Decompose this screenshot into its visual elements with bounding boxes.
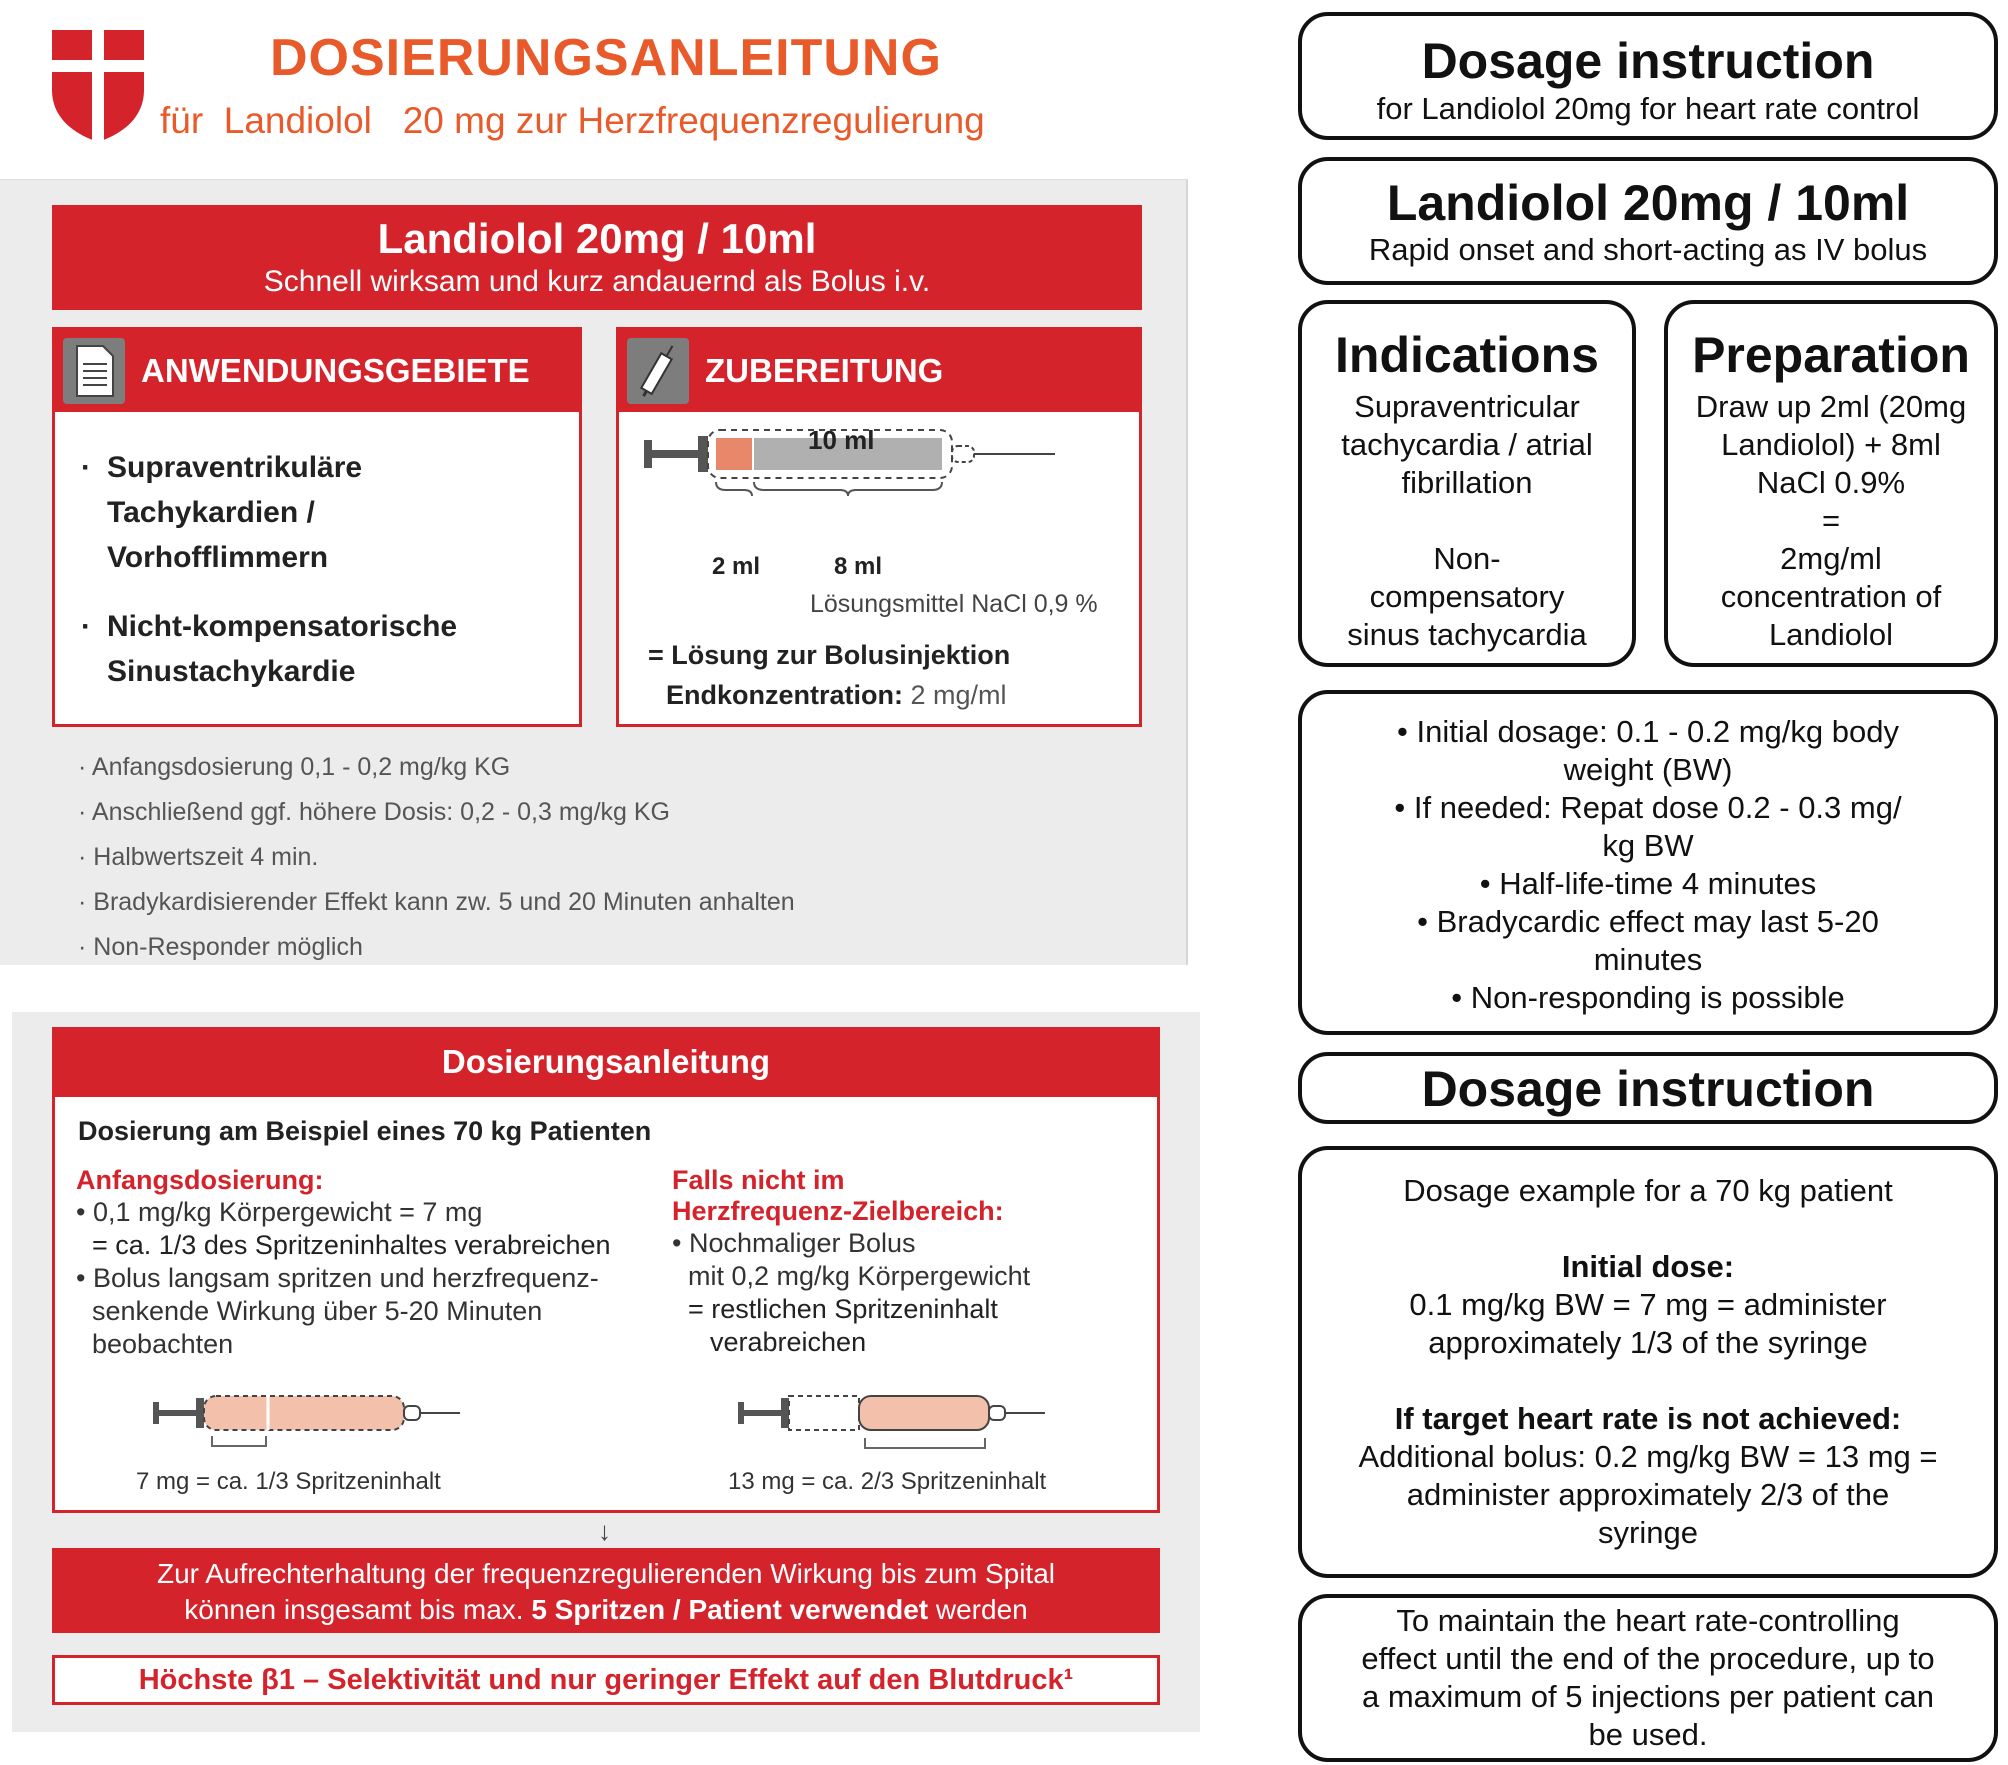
en-indications-title: Indications <box>1335 327 1599 383</box>
en-note-item: • Bradycardic effect may last 5-20 <box>1302 903 1994 941</box>
en-preparation-line: concentration of <box>1720 579 1942 614</box>
en-target-heading: If target heart rate is not achieved: <box>1394 1401 1902 1436</box>
en-note-continuation: weight (BW) <box>1563 752 1733 787</box>
indications-heading: ANWENDUNGSGEBIETE <box>141 352 530 389</box>
maintenance-line: Zur Aufrechterhaltung der frequenzregulierenden Wirkung bis zum Spital <box>156 1558 1056 1589</box>
initial-dose-line: beobachten <box>92 1329 234 1359</box>
en-drug-title: Landiolol 20mg / 10ml <box>1386 175 1910 231</box>
en-target-line: Additional bolus: 0.2 mg/kg BW = 13 mg = <box>1358 1439 1938 1474</box>
final-concentration <box>666 680 1007 711</box>
en-notes-box <box>1298 690 1998 1035</box>
en-maintain-line: To maintain the heart rate-controlling <box>1396 1603 1900 1638</box>
note-item: · Halbwertszeit 4 min. <box>78 835 1078 880</box>
syringe-total-volume: 10 ml <box>808 425 875 455</box>
solvent-label: Lösungsmittel NaCl 0,9 % <box>810 590 1098 618</box>
indications-box <box>52 327 582 727</box>
dosing-notes <box>78 745 1078 970</box>
down-arrow-icon: ↓ <box>598 1516 611 1546</box>
en-title-box <box>1298 12 1998 140</box>
final-concentration-label: Endkonzentration: <box>666 680 903 710</box>
en-indications-box <box>1298 300 1636 667</box>
en-initial-heading: Initial dose: <box>1561 1249 1735 1284</box>
syringe-solvent-volume: 8 ml <box>834 553 883 580</box>
dosage-banner-title: Dosierungsanleitung <box>441 1043 771 1080</box>
en-indication-line: Non- <box>1433 541 1501 576</box>
en-preparation-box <box>1664 300 1998 667</box>
initial-dose-line: = ca. 1/3 des Spritzeninhaltes verabreichen <box>92 1230 611 1260</box>
preparation-heading: ZUBEREITUNG <box>705 352 944 389</box>
note-item: · Anfangsdosierung 0,1 - 0,2 mg/kg KG <box>78 745 1078 790</box>
final-concentration-value: 2 mg/ml <box>903 680 1007 710</box>
note-item: · Bradykardisierender Effekt kann zw. 5 und 20 Minuten anhalten <box>78 880 1078 925</box>
maintenance-line <box>52 1592 1160 1628</box>
drug-banner-subtitle: Schnell wirksam und kurz andauernd als Bolus i.v. <box>263 265 931 298</box>
note-item: · Non-Responder möglich <box>78 925 1078 970</box>
maintenance-banner <box>52 1548 1160 1633</box>
page-subtitle: für Landiolol 20 mg zur Herzfrequenzregulierung <box>160 100 985 141</box>
en-maintain-line: effect until the end of the procedure, up to <box>1361 1641 1935 1676</box>
target-dose-column <box>672 1165 1132 1359</box>
syringe-two-thirds-diagram <box>735 1388 1055 1460</box>
indication-item: · Nicht-kompensatorische Sinustachykardie <box>77 604 527 694</box>
preparation-result: = Lösung zur Bolusinjektion <box>648 640 1011 670</box>
en-target-line: administer approximately 2/3 of the <box>1406 1477 1890 1512</box>
en-indication-line: sinus tachycardia <box>1347 617 1587 652</box>
target-dose-line: = restlichen Spritzeninhalt <box>688 1294 998 1324</box>
en-dosage-heading-box <box>1298 1052 1998 1124</box>
en-drug-subtitle: Rapid onset and short-acting as IV bolus <box>1368 232 1928 267</box>
en-indication-line: compensatory <box>1369 579 1565 614</box>
syringe-one-third-diagram <box>150 1390 470 1460</box>
en-preparation-line: 2mg/ml <box>1780 541 1882 576</box>
en-note-continuation: minutes <box>1593 942 1703 977</box>
maintenance-text <box>52 1556 1160 1628</box>
dosage-banner <box>52 1027 1160 1097</box>
en-preparation-line: Landiolol <box>1768 617 1894 652</box>
initial-dose-line: • Bolus langsam spritzen und herzfrequenz- <box>76 1263 599 1293</box>
initial-dose-column <box>76 1165 636 1361</box>
indications-list <box>77 445 557 718</box>
en-indication-line: fibrillation <box>1401 465 1533 500</box>
en-title: Dosage instruction <box>1421 33 1875 89</box>
en-preparation-line: = <box>1821 503 1841 538</box>
en-preparation-line: Landiolol) + 8ml <box>1721 427 1941 462</box>
dosage-example-title: Dosierung am Beispiel eines 70 kg Patienten <box>78 1116 652 1146</box>
en-indication-line: Supraventricular <box>1354 389 1580 424</box>
en-initial-line: approximately 1/3 of the syringe <box>1428 1325 1868 1360</box>
en-dosage-example: Dosage example for a 70 kg patient <box>1403 1173 1893 1208</box>
target-dose-line: mit 0,2 mg/kg Körpergewicht <box>688 1261 1031 1291</box>
en-maintain-box <box>1298 1594 1998 1762</box>
en-dosage-heading: Dosage instruction <box>1421 1061 1875 1117</box>
en-note-continuation: kg BW <box>1602 828 1694 863</box>
preparation-header <box>619 330 1139 412</box>
initial-dose-line: • 0,1 mg/kg Körpergewicht = 7 mg <box>76 1197 483 1227</box>
en-note-item: • Non-responding is possible <box>1302 979 1994 1017</box>
en-note-item: • Half-life-time 4 minutes <box>1302 865 1994 903</box>
syringe-drug-volume: 2 ml <box>712 553 761 580</box>
en-indication-line: tachycardia / atrial <box>1341 427 1593 462</box>
en-maintain-line: be used. <box>1588 1717 1708 1752</box>
en-preparation-title: Preparation <box>1692 327 1970 383</box>
drug-banner-title: Landiolol 20mg / 10ml <box>377 215 817 262</box>
en-target-line: syringe <box>1598 1515 1698 1550</box>
note-item: · Anschließend ggf. höhere Dosis: 0,2 - 0,3 mg/kg KG <box>78 790 1078 835</box>
syringe-two-thirds-caption: 13 mg = ca. 2/3 Spritzeninhalt <box>728 1468 1047 1495</box>
maintenance-line-pre: können insgesamt bis max. <box>184 1594 532 1625</box>
vienna-shield-logo <box>52 30 144 142</box>
indications-header <box>55 330 579 412</box>
document-icon <box>63 338 125 404</box>
en-dosage-box <box>1298 1146 1998 1578</box>
maintenance-line-post: werden <box>928 1594 1028 1625</box>
target-dose-heading: Falls nicht im <box>672 1165 845 1195</box>
en-preparation-line: NaCl 0.9% <box>1756 465 1906 500</box>
syringe-icon <box>627 338 689 404</box>
en-drug-box <box>1298 157 1998 285</box>
target-dose-line: verabreichen <box>710 1327 867 1357</box>
indication-item: · Supraventrikuläre Tachykardien / Vorhofflimmern <box>77 445 397 580</box>
en-initial-line: 0.1 mg/kg BW = 7 mg = administer <box>1409 1287 1887 1322</box>
initial-dose-line: senkende Wirkung über 5-20 Minuten <box>92 1296 543 1326</box>
selectivity-note: Höchste β1 – Selektivität und nur geringer Effekt auf den Blutdruck¹ <box>52 1655 1160 1705</box>
target-dose-heading: Herzfrequenz-Zielbereich: <box>672 1196 1004 1226</box>
en-note-item: • If needed: Repat dose 0.2 - 0.3 mg/ <box>1302 789 1994 827</box>
page-title: DOSIERUNGSANLEITUNG <box>270 29 942 87</box>
en-subtitle: for Landiolol 20mg for heart rate control <box>1376 91 1920 126</box>
syringe-one-third-caption: 7 mg = ca. 1/3 Spritzeninhalt <box>136 1468 441 1495</box>
maintenance-line-bold: 5 Spritzen / Patient verwendet <box>531 1594 929 1625</box>
drug-banner <box>52 205 1142 310</box>
card-header <box>0 0 1188 180</box>
en-maintain-line: a maximum of 5 injections per patient can <box>1361 1679 1935 1714</box>
target-dose-line: • Nochmaliger Bolus <box>672 1228 916 1258</box>
en-note-item: • Initial dosage: 0.1 - 0.2 mg/kg body <box>1302 713 1994 751</box>
initial-dose-heading: Anfangsdosierung: <box>76 1165 324 1195</box>
en-preparation-line: Draw up 2ml (20mg <box>1695 389 1967 424</box>
